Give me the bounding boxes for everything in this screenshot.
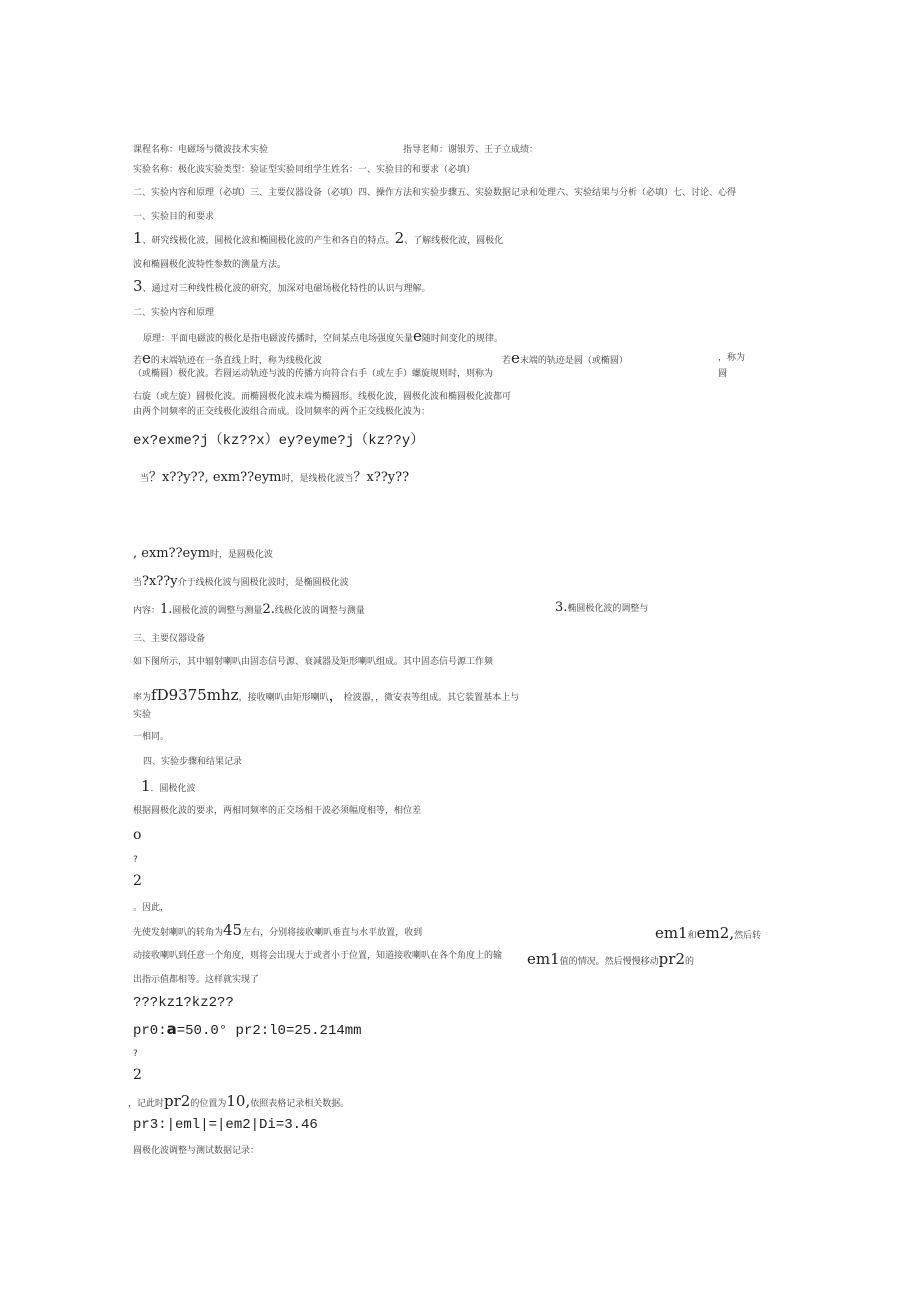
same-as-text: 一相同。	[133, 732, 170, 742]
circular-condition	[502, 349, 628, 367]
item-2-number: 2.	[262, 602, 275, 617]
item-2-text: 线极化波的调整与测量	[274, 606, 365, 616]
step-1-heading	[141, 777, 196, 798]
position-value: 10,	[226, 1092, 251, 1110]
course-name: 课程名称：电磁场与微波技术实验	[133, 145, 269, 155]
em2-label: em2,	[696, 924, 735, 942]
linear-result-text: 时，是线极化波当	[281, 474, 354, 484]
rotation-text: 右旋（或左旋）圆极化波。而椭圆极化波末端为椭圆形。线极化波，圆极化波和椭圆极化波都可	[133, 392, 512, 402]
pr3-equation: pr3:|eml|=|em2|Di=3.46	[133, 1117, 318, 1133]
procedure-line-3: 出指示值都相等。这样就实现了	[133, 975, 260, 985]
elliptical-polarization-condition	[133, 574, 349, 591]
circle-text: 末端的轨迹是圆（或椭圆）	[519, 356, 628, 366]
procedure-text-a: 先使发射喇叭的转角为	[133, 928, 224, 938]
teacher-info: 指导老师：谢银芳、王子立成绩：	[403, 145, 539, 155]
therefore-text: 。因此，	[133, 903, 170, 913]
principle-text-b: 随时间变化的规律。	[421, 334, 503, 344]
pr0-values: =50.0° pr2:l0=25.214mm	[176, 1023, 362, 1039]
and-text: 和	[687, 931, 697, 941]
item-1-text: 圆极化波的调整与测量	[172, 606, 263, 616]
when-text: 当	[140, 474, 150, 484]
comma-mark: ，	[328, 686, 344, 704]
item-1-number: 1.	[160, 602, 173, 617]
circle-char: 圆	[718, 369, 728, 379]
em1-label: em1	[655, 924, 688, 942]
frequency-value: fD9375mhz	[151, 686, 239, 704]
when-text: 当	[133, 578, 143, 588]
section-list: 二、实验内容和原理（必填）三、主要仪器设备（必填）四、操作方法和实验步骤五、实验数据记录和处理六、实验结果与分析（必填）七、讨论、心得	[133, 188, 737, 198]
equipment-paragraph: 如下图所示，其中辐射喇叭由固态信号源、衰减器及矩形喇叭组成。其中固态信号源工作频	[133, 657, 494, 667]
alpha-symbol: a	[166, 1020, 177, 1038]
content-list	[133, 602, 365, 619]
angle-value: 45	[223, 921, 243, 939]
if-text: 若	[502, 356, 512, 366]
circular-polarization-condition	[133, 546, 273, 563]
value-text: 值的情况。然后慢慢移动	[559, 957, 659, 967]
amplitude-formula: , exm??eym	[133, 546, 210, 561]
of-text: 的	[685, 957, 695, 967]
item-3-text: 椭圆极化波的调整与	[567, 604, 649, 614]
then-text: 然后转	[734, 931, 762, 941]
data-record-caption: 圆极化波调整与测试数据记录：	[133, 1146, 260, 1156]
pr0-label: pr0:	[133, 1023, 167, 1039]
record-line	[128, 1092, 349, 1113]
pr0-equation	[133, 1020, 362, 1040]
pi-divisor-1: 2	[133, 873, 142, 889]
record-text: ，记此时	[128, 1099, 165, 1109]
elliptical-text: （或椭圆）极化波。若圆运动轨迹与波的传播方向符合右手（或左手）螺旋规则时，则称为	[133, 369, 494, 379]
pi-divisor-2: 2	[133, 1067, 142, 1083]
section-3-title: 三、主要仪器设备	[133, 634, 206, 644]
objective-1-text: 、研究线极化波，圆极化波和椭圆极化波的产生和各自的特点。	[142, 236, 395, 246]
linear-polarization-condition	[140, 470, 409, 487]
question-mark-2: ?	[133, 1049, 138, 1059]
composition-text: 由两个同频率的正交线极化波组合而成。设同频率的两个正交线极化波为：	[133, 407, 431, 417]
objective-2-continued: 波和椭圆极化波特性参数的测量方法。	[133, 260, 287, 270]
pr2-label: pr2	[658, 950, 685, 968]
em-values	[655, 924, 761, 945]
em1-label: em1	[527, 950, 560, 968]
elliptical-result-text: 介于线极化波与圆极化波时，是椭圆极化波	[177, 578, 349, 588]
circular-requirement: 根据圆极化波的要求，两相同频率的正交场相干波必须幅度相等，相位差	[133, 806, 422, 816]
procedure-line-2: 动接收喇叭到任意一个角度，则将会出现大于或者小于位置，知道接收喇叭在各个角度上的输	[133, 951, 503, 961]
experiment-word: 实验	[133, 710, 152, 720]
detector-text: 检波器，，微安表等组成。其它装置基本上与	[343, 693, 520, 703]
if-text: 若	[133, 356, 143, 366]
vector-e: e	[511, 349, 520, 367]
objective-2-number: 2	[394, 229, 405, 247]
section-1-title: 一、实验目的和要求	[133, 212, 215, 222]
condition-formula: ？x??y??, exm??eym	[149, 470, 282, 485]
position-text: 的位置为	[190, 1099, 227, 1109]
field-equation: ex?exme?j（kz??x）ey?eyme?j（kz??y）	[133, 433, 425, 449]
item-3-number: 3.	[555, 600, 568, 615]
objective-3-text: 、通过对三种线性极化波的研究，加深对电磁场极化特性的认识与理解。	[142, 284, 431, 294]
circular-result-text: 时，是圆极化波	[209, 550, 273, 560]
content-item-3	[555, 600, 648, 617]
vector-e: e	[413, 327, 422, 345]
principle-text-a: 原理：平面电磁波的极化是指电磁波传播时，空间某点电场强度矢量	[143, 334, 414, 344]
question-mark-1: ?	[133, 855, 138, 865]
vector-e: e	[142, 349, 151, 367]
objective-3-number: 3	[133, 277, 143, 295]
section-2-title: 二、实验内容和原理	[133, 308, 215, 318]
equipment-frequency	[133, 686, 519, 707]
step-1-text: ．圆极化波	[150, 784, 196, 794]
linear-text: 的末端轨迹在一条直线上时，称为线极化波	[150, 356, 322, 366]
rate-text: 率为	[133, 693, 152, 703]
linear-condition	[133, 349, 322, 367]
condition-formula-2: ？x??y??	[353, 470, 410, 485]
receiver-text: ，接收喇叭由矩形喇叭	[238, 693, 329, 703]
objective-2-text: 、了解线极化波，圆极化	[404, 236, 504, 246]
called-text: ，称为	[718, 353, 746, 363]
phase-formula: ?x??y	[142, 574, 178, 589]
step-1-number: 1	[141, 777, 151, 795]
procedure-line-1	[133, 921, 422, 942]
procedure-text-b: 左右，分别将接收喇叭垂直与水平放置，收到	[242, 928, 423, 938]
objective-1	[133, 229, 504, 247]
experiment-info: 实验名称：极化波实验类型：验证型实验同组学生姓名：一、实验目的和要求（必填）	[133, 165, 476, 175]
phase-symbol-o: o	[133, 827, 142, 843]
procedure-line-2-continued	[527, 950, 694, 971]
principle-paragraph	[143, 327, 503, 345]
phase-equation: ???kz1?kz2??	[133, 995, 234, 1011]
table-record-text: 依照表格记录相关数据。	[250, 1099, 350, 1109]
content-label: 内容：	[133, 606, 161, 616]
objective-1-number: 1	[133, 229, 143, 247]
section-4-title: 四、实验步骤和结果记录	[143, 757, 243, 767]
pr2-label: pr2	[164, 1092, 191, 1110]
objective-3	[133, 277, 431, 295]
